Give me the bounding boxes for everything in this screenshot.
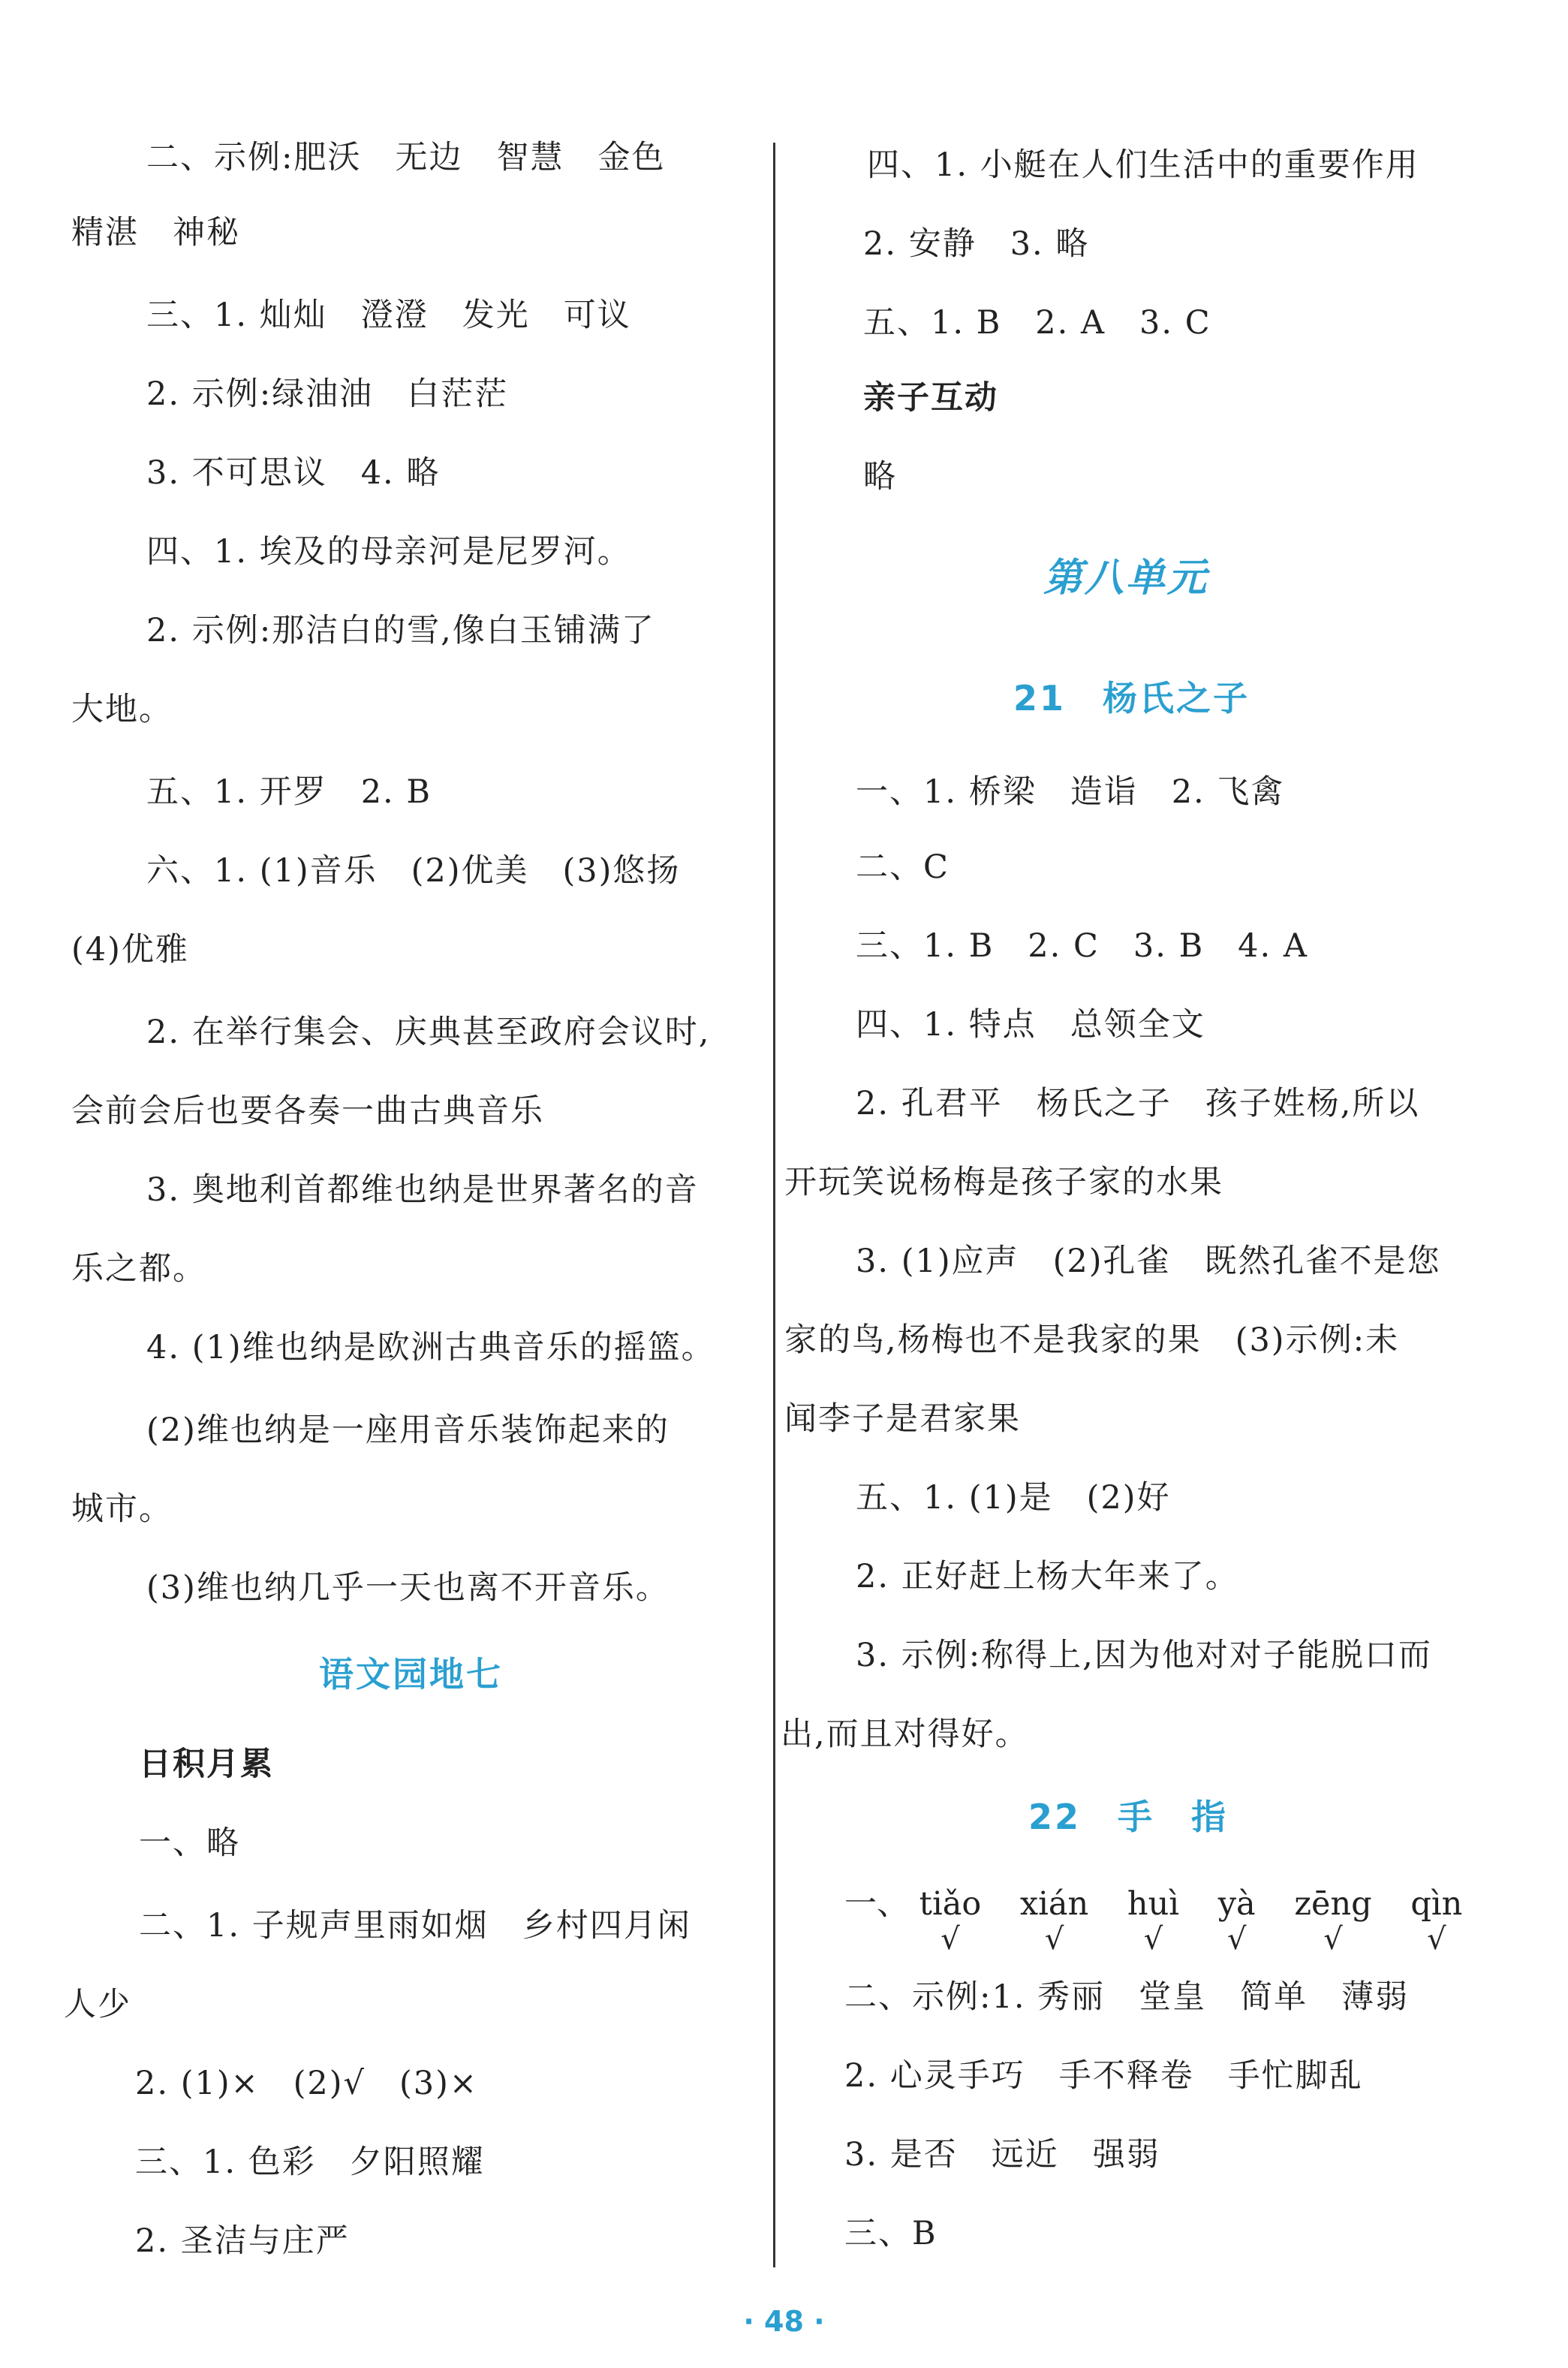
answer-line: 人少 — [64, 1986, 131, 2023]
pinyin-text: tiǎo — [919, 1885, 982, 1923]
answer-line: 二、示例:1. 秀丽 堂皇 简单 薄弱 — [844, 1978, 1410, 2016]
pinyin-item — [1217, 1881, 1256, 1957]
pinyin-text: xián — [1019, 1885, 1089, 1923]
pinyin-item — [919, 1881, 982, 1957]
answer-line: 2. 圣洁与庄严 — [135, 2222, 350, 2260]
pinyin-item — [1127, 1881, 1180, 1957]
pinyin-text: qìn — [1410, 1885, 1463, 1923]
answer-line: 4. (1)维也纳是欧洲古典音乐的摇篮。 — [146, 1329, 715, 1366]
answer-line: 大地。 — [71, 691, 173, 728]
section-title: 语文园地七 — [319, 1654, 503, 1695]
answer-line: 2. 孔君平 杨氏之子 孩子姓杨,所以 — [856, 1085, 1420, 1122]
answer-line: 2. 正好赶上杨大年来了。 — [856, 1558, 1239, 1595]
answer-line: 四、1. 埃及的母亲河是尼罗河。 — [146, 533, 631, 571]
answer-line: 一、1. 桥梁 造诣 2. 飞禽 — [856, 773, 1285, 811]
answer-line: 开玩笑说杨梅是孩子家的水果 — [784, 1164, 1223, 1201]
check-mark-icon: √ — [940, 1922, 960, 1957]
answer-line: 六、1. (1)音乐 (2)优美 (3)悠扬 — [146, 852, 681, 890]
answer-line: 三、1. 色彩 夕阳照耀 — [135, 2144, 485, 2181]
pinyin-item — [1294, 1881, 1372, 1957]
answer-line: 2. 安静 3. 略 — [863, 225, 1090, 263]
answer-line: 三、1. 灿灿 澄澄 发光 可议 — [146, 297, 631, 334]
subheading: 亲子互动 — [863, 379, 998, 417]
answer-line: 3. 不可思议 4. 略 — [146, 454, 441, 492]
answer-line: 五、1. (1)是 (2)好 — [856, 1479, 1171, 1517]
answer-line: (4)优雅 — [71, 931, 189, 969]
answer-line: 五、1. 开罗 2. B — [146, 773, 432, 811]
answer-line: 2. (1)× (2)√ (3)× — [135, 2065, 478, 2102]
answer-line: 2. 心灵手巧 手不释卷 手忙脚乱 — [844, 2057, 1363, 2095]
answer-line: 四、1. 特点 总领全文 — [856, 1006, 1205, 1044]
page-number: · 48 · — [743, 2305, 825, 2338]
answer-line: 3. 示例:称得上,因为他对对子能脱口而 — [856, 1637, 1432, 1674]
answer-line: 略 — [863, 458, 897, 496]
answer-line: 三、B — [844, 2215, 937, 2252]
answer-line: 3. 是否 远近 强弱 — [844, 2136, 1160, 2174]
answer-line: 2. 示例:绿油油 白茫茫 — [146, 375, 509, 413]
pinyin-text: zēng — [1294, 1885, 1372, 1923]
pinyin-text: yà — [1217, 1885, 1256, 1923]
subheading: 日积月累 — [139, 1746, 274, 1783]
answer-line: 乐之都。 — [71, 1250, 206, 1288]
check-mark-icon: √ — [1323, 1922, 1343, 1957]
answer-line: 3. (1)应声 (2)孔雀 既然孔雀不是您 — [856, 1243, 1441, 1280]
answer-line: (2)维也纳是一座用音乐装饰起来的 — [146, 1411, 670, 1449]
column-divider — [773, 143, 775, 2267]
answer-line: 出,而且对得好。 — [781, 1716, 1029, 1753]
pinyin-row — [844, 1881, 1491, 1961]
lesson-title: 21 杨氏之子 — [1013, 678, 1250, 719]
check-mark-icon: √ — [1427, 1922, 1446, 1957]
answer-line: 家的鸟,杨梅也不是我家的果 (3)示例:未 — [784, 1321, 1400, 1359]
check-mark-icon: √ — [1226, 1922, 1247, 1957]
answer-line: 二、C — [856, 848, 950, 886]
pinyin-prefix: 一、 — [844, 1885, 909, 1923]
answer-line: 二、1. 子规声里雨如烟 乡村四月闲 — [139, 1907, 691, 1945]
unit-title: 第八单元 — [1043, 556, 1209, 601]
answer-line: 三、1. B 2. C 3. B 4. A — [856, 927, 1308, 965]
answer-line: 二、示例:肥沃 无边 智慧 金色 — [146, 139, 666, 176]
pinyin-item — [1019, 1881, 1089, 1957]
answer-line: 精湛 神秘 — [71, 214, 240, 252]
answer-line: 2. 在举行集会、庆典甚至政府会议时, — [146, 1014, 711, 1051]
lesson-title: 22 手 指 — [1028, 1797, 1229, 1837]
answer-line: 一、略 — [139, 1824, 240, 1862]
check-mark-icon: √ — [1044, 1922, 1064, 1957]
answer-line: 会前会后也要各奏一曲古典音乐 — [71, 1092, 544, 1130]
pinyin-item — [1410, 1881, 1463, 1957]
answer-line: 3. 奥地利首都维也纳是世界著名的音 — [146, 1171, 699, 1209]
pinyin-text: huì — [1127, 1885, 1180, 1923]
check-mark-icon: √ — [1143, 1922, 1163, 1957]
answer-line: 城市。 — [71, 1490, 173, 1528]
answer-line: 五、1. B 2. A 3. C — [863, 304, 1211, 342]
answer-line: 2. 示例:那洁白的雪,像白玉铺满了 — [146, 612, 655, 649]
answer-line: 闻李子是君家果 — [784, 1400, 1021, 1438]
answer-line: 四、1. 小艇在人们生活中的重要作用 — [867, 146, 1419, 184]
answer-line: (3)维也纳几乎一天也离不开音乐。 — [146, 1569, 670, 1607]
